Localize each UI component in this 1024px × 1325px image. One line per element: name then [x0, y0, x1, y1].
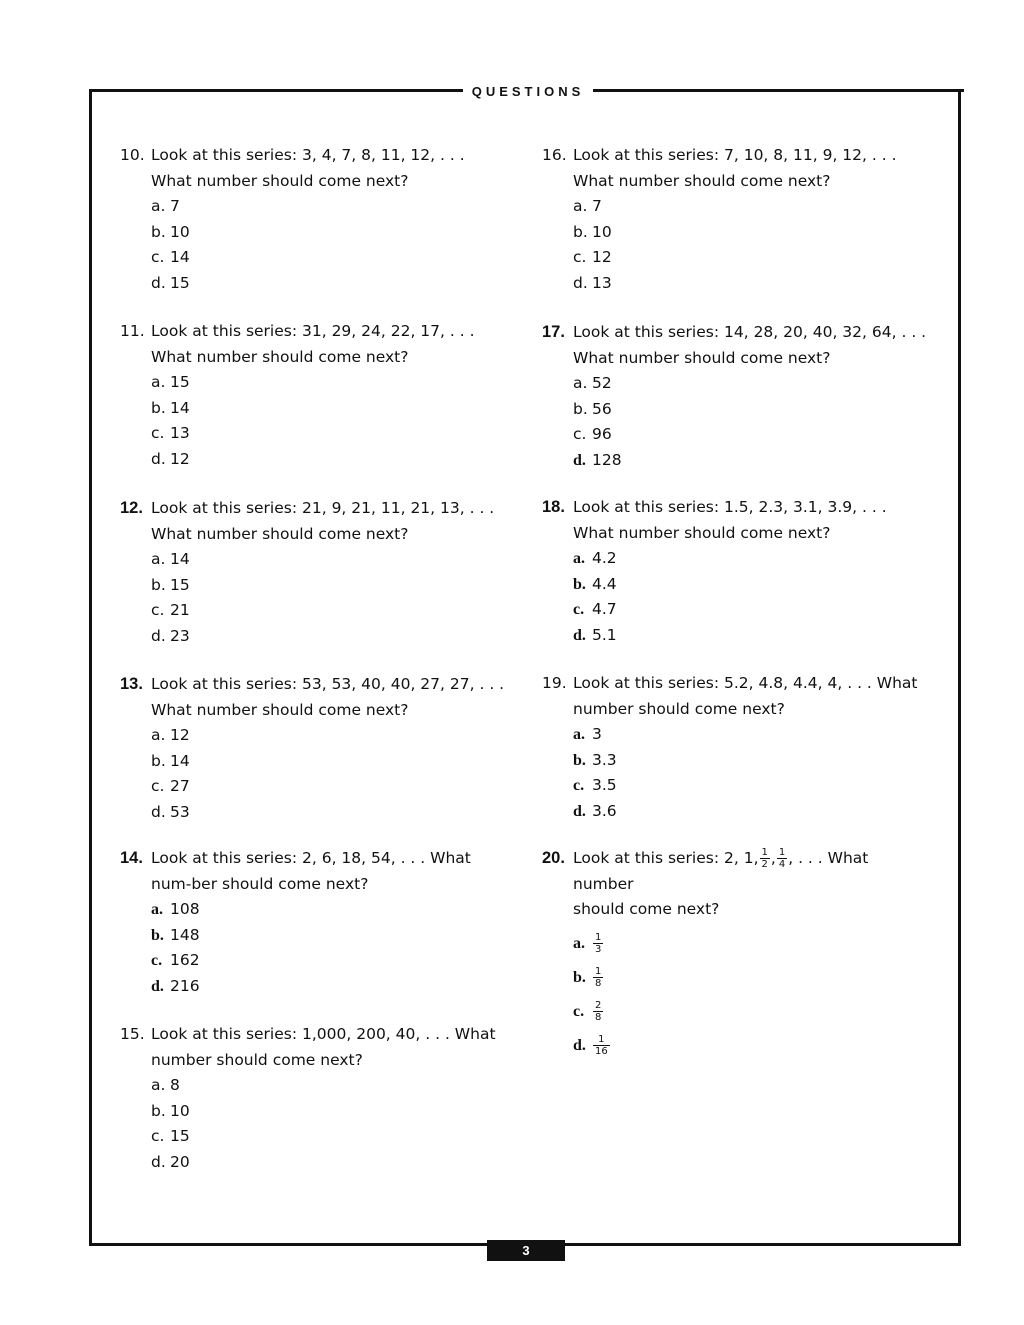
- option-d[interactable]: [151, 271, 510, 297]
- option-b[interactable]: [151, 923, 510, 949]
- option-letter: c.: [151, 777, 165, 795]
- option-list: [573, 546, 932, 648]
- option-letter: d.: [573, 273, 588, 292]
- option-value: 4.2: [592, 549, 617, 567]
- option-value: 20: [170, 1152, 190, 1171]
- option-letter: c.: [573, 1002, 585, 1020]
- option-c[interactable]: [573, 245, 932, 271]
- question-19: [542, 671, 932, 824]
- option-list: [151, 723, 510, 825]
- option-b[interactable]: [573, 748, 932, 774]
- option-letter: d.: [151, 449, 166, 468]
- option-value: 4.4: [592, 574, 617, 593]
- option-letter: d.: [573, 451, 586, 469]
- question-18: [542, 495, 932, 648]
- fraction-numerator: 1: [595, 931, 602, 943]
- option-letter: a.: [151, 1076, 166, 1094]
- option-letter: a.: [573, 550, 585, 567]
- option-value: 21: [170, 601, 190, 619]
- option-list: [573, 371, 932, 473]
- option-letter: a.: [573, 374, 588, 392]
- option-letter: b.: [573, 751, 586, 769]
- question-10: [120, 143, 510, 296]
- option-letter: d.: [151, 977, 164, 995]
- option-value: 10: [170, 222, 190, 241]
- option-value: 14: [170, 398, 190, 417]
- question-13: [120, 672, 510, 825]
- option-value: 56: [592, 399, 612, 418]
- option-c[interactable]: [573, 597, 932, 623]
- option-c[interactable]: [151, 598, 510, 624]
- option-a[interactable]: [573, 722, 932, 748]
- option-letter: c.: [151, 424, 165, 442]
- option-value: 53: [170, 802, 190, 821]
- option-value: 15: [170, 373, 190, 391]
- option-d[interactable]: [573, 623, 932, 649]
- option-b[interactable]: [573, 960, 932, 994]
- option-letter: c.: [151, 248, 165, 266]
- question-20: [542, 846, 932, 1062]
- option-letter: a.: [151, 550, 166, 568]
- question-number: 14.: [120, 849, 143, 867]
- option-letter: c.: [151, 952, 163, 969]
- option-letter: d.: [573, 802, 586, 820]
- option-letter: c.: [573, 425, 587, 443]
- option-letter: c.: [151, 1127, 165, 1145]
- option-a[interactable]: [151, 897, 510, 923]
- option-c[interactable]: [573, 773, 932, 799]
- option-value: 162: [170, 951, 200, 969]
- option-value: 216: [170, 976, 200, 995]
- question-text: Look at this series: 2, 6, 18, 54, . . . What num-ber should come next?: [151, 849, 471, 893]
- option-value: 7: [592, 197, 602, 215]
- option-value: 14: [170, 751, 190, 770]
- option-letter: a.: [573, 197, 588, 215]
- option-letter: b.: [573, 575, 586, 593]
- option-value: 3.6: [592, 801, 617, 820]
- fraction-numerator: 1: [778, 847, 786, 858]
- option-value: 13: [592, 273, 612, 292]
- question-text-line2: should come next?: [573, 900, 720, 918]
- option-letter: a.: [151, 373, 166, 391]
- question-number: 16.: [542, 146, 567, 164]
- question-text-end: . . . What number: [573, 849, 869, 893]
- option-list: [573, 722, 932, 824]
- option-list: [151, 1073, 510, 1175]
- fraction-numerator: 1: [761, 847, 768, 858]
- page-number: 3: [487, 1240, 565, 1261]
- option-letter: a.: [151, 726, 166, 744]
- question-number: 19.: [542, 674, 567, 692]
- option-letter: b.: [151, 222, 166, 241]
- option-value: 23: [170, 626, 190, 645]
- question-text: Look at this series: 53, 53, 40, 40, 27, 27, . . . What number should come next?: [151, 675, 505, 719]
- option-a[interactable]: [573, 546, 932, 572]
- option-d[interactable]: [151, 447, 510, 473]
- option-letter: a.: [151, 197, 166, 215]
- option-c[interactable]: [151, 421, 510, 447]
- fraction-denominator: 2: [761, 859, 768, 870]
- fraction-denominator: 3: [595, 943, 602, 955]
- fraction: [593, 932, 603, 955]
- option-a[interactable]: [573, 194, 932, 220]
- option-value: 15: [170, 273, 190, 292]
- option-value: 7: [170, 197, 180, 215]
- fraction: [777, 847, 787, 870]
- option-letter: d.: [151, 626, 166, 645]
- fraction: [593, 966, 603, 989]
- option-a[interactable]: [573, 926, 932, 960]
- option-value: 148: [170, 925, 200, 944]
- question-number: 11.: [120, 322, 145, 340]
- option-letter: d.: [151, 1152, 166, 1171]
- option-value: 14: [170, 248, 190, 266]
- option-list: [151, 194, 510, 296]
- option-a[interactable]: [573, 371, 932, 397]
- question-number: 12.: [120, 499, 143, 517]
- option-letter: b.: [573, 399, 588, 418]
- fraction-denominator: 8: [595, 1011, 602, 1023]
- option-value: 12: [170, 726, 190, 744]
- option-value: 15: [170, 1127, 190, 1145]
- option-b[interactable]: [573, 220, 932, 246]
- option-value: 10: [592, 222, 612, 241]
- question-number: 15.: [120, 1025, 145, 1043]
- option-value: 8: [170, 1076, 180, 1094]
- option-d[interactable]: [573, 448, 932, 474]
- option-d[interactable]: [573, 1028, 932, 1062]
- option-b[interactable]: [151, 220, 510, 246]
- option-value: 5.1: [592, 625, 617, 644]
- option-a[interactable]: [151, 370, 510, 396]
- question-text: Look at this series: 7, 10, 8, 11, 9, 12, . . . What number should come next?: [573, 146, 897, 190]
- fraction: [760, 847, 770, 870]
- fraction: [593, 1000, 603, 1023]
- question-text: Look at this series: 21, 9, 21, 11, 21, 13, . . . What number should come next?: [151, 499, 495, 543]
- question-text: Look at this series: 31, 29, 24, 22, 17, . . . What number should come next?: [151, 322, 475, 366]
- option-value: 128: [592, 450, 622, 469]
- question-number: 18.: [542, 498, 565, 516]
- option-value: 15: [170, 575, 190, 594]
- option-b[interactable]: [151, 396, 510, 422]
- question-14: [120, 846, 510, 999]
- option-d[interactable]: [573, 271, 932, 297]
- question-text: Look at this series: 3, 4, 7, 8, 11, 12, . . . What number should come next?: [151, 146, 465, 190]
- option-value: 12: [170, 449, 190, 468]
- option-list: [151, 370, 510, 472]
- option-c[interactable]: [151, 245, 510, 271]
- option-value: 12: [592, 248, 612, 266]
- question-15: [120, 1022, 510, 1175]
- question-16: [542, 143, 932, 296]
- option-value: 4.7: [592, 600, 617, 618]
- option-b[interactable]: [151, 1099, 510, 1125]
- fraction-denominator: 8: [595, 977, 602, 989]
- option-a[interactable]: [151, 723, 510, 749]
- option-value: 13: [170, 424, 190, 442]
- question-text: Look at this series: 5.2, 4.8, 4.4, 4, . . . What number should come next?: [573, 674, 918, 718]
- option-value: 10: [170, 1101, 190, 1120]
- option-value: 3: [592, 725, 602, 743]
- option-letter: b.: [573, 968, 586, 986]
- option-list: [151, 897, 510, 999]
- question-text: Look at this series: 1.5, 2.3, 3.1, 3.9, . . . What number should come next?: [573, 498, 887, 542]
- fraction: [593, 1034, 610, 1057]
- question-12: [120, 496, 510, 649]
- option-letter: d.: [151, 802, 166, 821]
- option-a[interactable]: [151, 194, 510, 220]
- option-d[interactable]: [151, 974, 510, 1000]
- fraction-denominator: 16: [595, 1045, 608, 1057]
- fraction-numerator: 2: [595, 999, 602, 1011]
- option-letter: b.: [151, 1101, 166, 1120]
- question-number: 20.: [542, 849, 565, 867]
- option-letter: c.: [573, 777, 585, 794]
- option-value: 52: [592, 374, 612, 392]
- option-letter: d.: [573, 626, 586, 644]
- fraction-numerator: 1: [595, 965, 602, 977]
- option-letter: a.: [573, 934, 585, 952]
- option-c[interactable]: [573, 422, 932, 448]
- option-d[interactable]: [151, 1150, 510, 1176]
- option-value: 3.5: [592, 776, 617, 794]
- question-number: 13.: [120, 675, 143, 693]
- option-value: 14: [170, 550, 190, 568]
- option-list: [151, 547, 510, 649]
- option-b[interactable]: [573, 397, 932, 423]
- question-text: Look at this series: 1,000, 200, 40, . . . What number should come next?: [151, 1025, 496, 1069]
- option-letter: b.: [151, 751, 166, 770]
- option-letter: b.: [151, 926, 164, 944]
- question-text: Look at this series: 14, 28, 20, 40, 32, 64, . . . What number should come next?: [573, 323, 927, 367]
- option-letter: c.: [151, 601, 165, 619]
- option-value: 108: [170, 900, 200, 918]
- option-d[interactable]: [151, 624, 510, 650]
- option-list: [573, 194, 932, 296]
- option-letter: d.: [573, 1036, 586, 1054]
- option-b[interactable]: [573, 572, 932, 598]
- option-c[interactable]: [151, 948, 510, 974]
- option-d[interactable]: [573, 799, 932, 825]
- option-letter: c.: [573, 601, 585, 618]
- option-value: 27: [170, 777, 190, 795]
- question-text-start: Look at this series: 2, 1,: [573, 849, 759, 867]
- question-number: 17.: [542, 323, 565, 341]
- option-letter: a.: [151, 901, 163, 918]
- option-letter: c.: [573, 248, 587, 266]
- question-number: 10.: [120, 146, 145, 164]
- option-letter: b.: [151, 398, 166, 417]
- question-17: [542, 320, 932, 473]
- option-letter: b.: [573, 222, 588, 241]
- option-a[interactable]: [151, 547, 510, 573]
- option-letter: a.: [573, 726, 585, 743]
- option-value: 96: [592, 425, 612, 443]
- option-c[interactable]: [151, 1124, 510, 1150]
- option-value: 3.3: [592, 750, 617, 769]
- option-d[interactable]: [151, 800, 510, 826]
- option-letter: b.: [151, 575, 166, 594]
- option-list: [573, 926, 932, 1062]
- option-b[interactable]: [151, 749, 510, 775]
- fraction-numerator: 1: [593, 1034, 610, 1046]
- option-c[interactable]: [573, 994, 932, 1028]
- option-b[interactable]: [151, 573, 510, 599]
- option-a[interactable]: [151, 1073, 510, 1099]
- section-header: QUESTIONS: [471, 84, 585, 99]
- option-c[interactable]: [151, 774, 510, 800]
- option-letter: d.: [151, 273, 166, 292]
- fraction-denominator: 4: [778, 859, 786, 870]
- question-text: Look at this series: 2, 1, $\frac{1}{2}$ , $\frac{1}{4}$ , . . . What number should come next?: [573, 847, 869, 918]
- question-11: [120, 319, 510, 472]
